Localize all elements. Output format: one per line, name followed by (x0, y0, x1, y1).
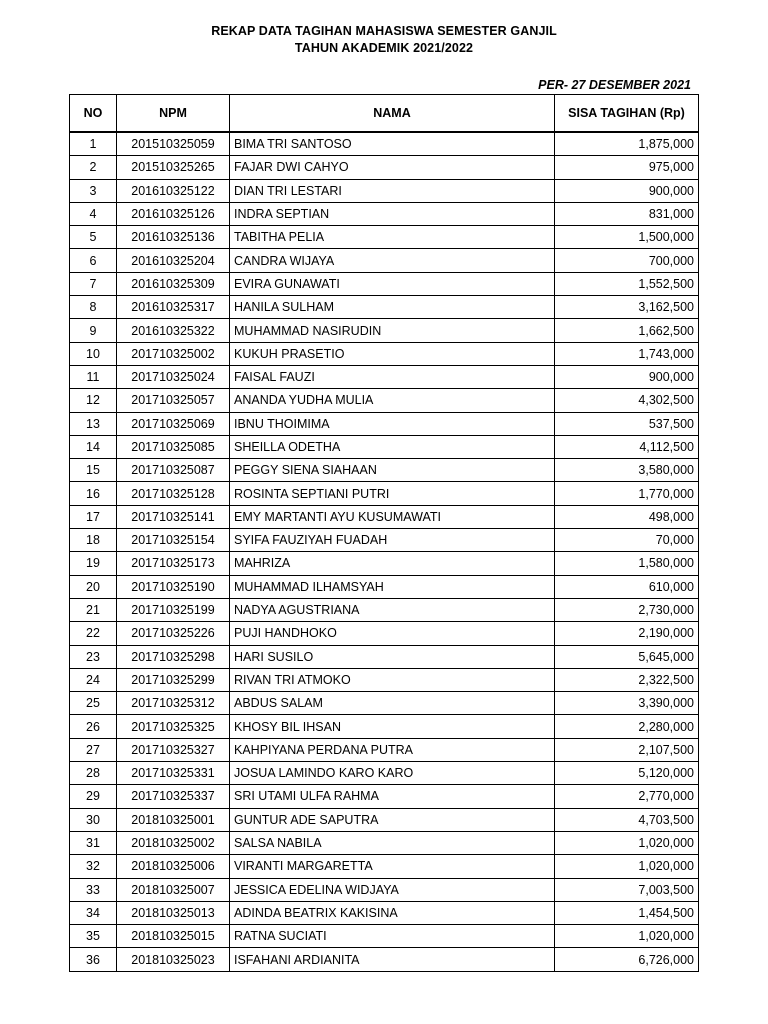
cell-npm: 201710325331 (117, 762, 230, 785)
cell-nama: KAHPIYANA PERDANA PUTRA (230, 738, 555, 761)
cell-no: 34 (70, 901, 117, 924)
cell-no: 28 (70, 762, 117, 785)
table-row (70, 692, 699, 715)
table-row (70, 272, 699, 295)
header-sisa-tagihan: SISA TAGIHAN (Rp) (555, 95, 699, 133)
cell-npm: 201610325122 (117, 179, 230, 202)
cell-sisa-tagihan: 831,000 (555, 202, 699, 225)
cell-no: 4 (70, 202, 117, 225)
table-row (70, 365, 699, 388)
cell-sisa-tagihan: 1,020,000 (555, 855, 699, 878)
cell-npm: 201610325309 (117, 272, 230, 295)
header-npm: NPM (117, 95, 230, 133)
cell-npm: 201810325006 (117, 855, 230, 878)
cell-nama: NADYA AGUSTRIANA (230, 598, 555, 621)
cell-nama: SRI UTAMI ULFA RAHMA (230, 785, 555, 808)
table-body (70, 132, 699, 971)
cell-nama: MUHAMMAD NASIRUDIN (230, 319, 555, 342)
table-row (70, 808, 699, 831)
cell-nama: SHEILLA ODETHA (230, 435, 555, 458)
cell-nama: CANDRA WIJAYA (230, 249, 555, 272)
table-row (70, 202, 699, 225)
table-row (70, 296, 699, 319)
cell-sisa-tagihan: 1,552,500 (555, 272, 699, 295)
table-row (70, 785, 699, 808)
cell-sisa-tagihan: 1,020,000 (555, 831, 699, 854)
cell-sisa-tagihan: 2,322,500 (555, 668, 699, 691)
table-row (70, 668, 699, 691)
table-row (70, 435, 699, 458)
cell-npm: 201710325199 (117, 598, 230, 621)
header-nama: NAMA (230, 95, 555, 133)
cell-no: 36 (70, 948, 117, 971)
cell-no: 11 (70, 365, 117, 388)
academic-year-title: TAHUN AKADEMIK 2021/2022 (294, 41, 474, 55)
cell-no: 23 (70, 645, 117, 668)
cell-sisa-tagihan: 1,770,000 (555, 482, 699, 505)
cell-npm: 201810325007 (117, 878, 230, 901)
cell-nama: ISFAHANI ARDIANITA (230, 948, 555, 971)
table-row (70, 482, 699, 505)
table-row (70, 342, 699, 365)
cell-npm: 201710325087 (117, 459, 230, 482)
cell-no: 27 (70, 738, 117, 761)
cell-no: 29 (70, 785, 117, 808)
cell-no: 13 (70, 412, 117, 435)
cell-npm: 201710325085 (117, 435, 230, 458)
table-row (70, 529, 699, 552)
cell-no: 7 (70, 272, 117, 295)
cell-sisa-tagihan: 2,107,500 (555, 738, 699, 761)
cell-npm: 201710325057 (117, 389, 230, 412)
cell-sisa-tagihan: 1,662,500 (555, 319, 699, 342)
cell-npm: 201510325265 (117, 156, 230, 179)
table-row (70, 156, 699, 179)
table-row (70, 645, 699, 668)
cell-sisa-tagihan: 4,302,500 (555, 389, 699, 412)
cell-npm: 201710325154 (117, 529, 230, 552)
cell-npm: 201710325002 (117, 342, 230, 365)
cell-no: 5 (70, 226, 117, 249)
cell-no: 21 (70, 598, 117, 621)
cell-sisa-tagihan: 1,500,000 (555, 226, 699, 249)
cell-npm: 201710325312 (117, 692, 230, 715)
cell-npm: 201610325317 (117, 296, 230, 319)
table-row (70, 389, 699, 412)
cell-no: 2 (70, 156, 117, 179)
table-row (70, 622, 699, 645)
cell-npm: 201510325059 (117, 132, 230, 156)
table-row (70, 855, 699, 878)
cell-npm: 201810325013 (117, 901, 230, 924)
cell-npm: 201710325327 (117, 738, 230, 761)
cell-sisa-tagihan: 700,000 (555, 249, 699, 272)
cell-no: 22 (70, 622, 117, 645)
cell-npm: 201710325141 (117, 505, 230, 528)
cell-sisa-tagihan: 4,112,500 (555, 435, 699, 458)
table-row (70, 948, 699, 971)
cell-nama: VIRANTI MARGARETTA (230, 855, 555, 878)
cell-nama: RIVAN TRI ATMOKO (230, 668, 555, 691)
billing-table (69, 94, 699, 972)
cell-sisa-tagihan: 70,000 (555, 529, 699, 552)
cell-no: 3 (70, 179, 117, 202)
table-header-row (70, 95, 699, 133)
cell-nama: TABITHA PELIA (230, 226, 555, 249)
cell-sisa-tagihan: 2,190,000 (555, 622, 699, 645)
cell-npm: 201710325190 (117, 575, 230, 598)
cell-npm: 201610325204 (117, 249, 230, 272)
cell-nama: KUKUH PRASETIO (230, 342, 555, 365)
cell-no: 30 (70, 808, 117, 831)
cell-sisa-tagihan: 975,000 (555, 156, 699, 179)
cell-nama: HANILA SULHAM (230, 296, 555, 319)
cell-sisa-tagihan: 1,875,000 (555, 132, 699, 156)
cell-nama: SALSA NABILA (230, 831, 555, 854)
cell-no: 14 (70, 435, 117, 458)
table-row (70, 552, 699, 575)
cell-nama: JESSICA EDELINA WIDJAYA (230, 878, 555, 901)
cell-sisa-tagihan: 5,645,000 (555, 645, 699, 668)
table-row (70, 831, 699, 854)
cell-npm: 201610325322 (117, 319, 230, 342)
cell-sisa-tagihan: 1,454,500 (555, 901, 699, 924)
cell-no: 8 (70, 296, 117, 319)
table-row (70, 505, 699, 528)
table-row (70, 226, 699, 249)
cell-npm: 201710325298 (117, 645, 230, 668)
cell-npm: 201810325015 (117, 925, 230, 948)
cell-nama: MAHRIZA (230, 552, 555, 575)
cell-nama: ANANDA YUDHA MULIA (230, 389, 555, 412)
cell-no: 25 (70, 692, 117, 715)
cell-no: 31 (70, 831, 117, 854)
cell-no: 9 (70, 319, 117, 342)
cell-sisa-tagihan: 537,500 (555, 412, 699, 435)
table-row (70, 249, 699, 272)
cell-nama: EMY MARTANTI AYU KUSUMAWATI (230, 505, 555, 528)
table-row (70, 901, 699, 924)
cell-sisa-tagihan: 900,000 (555, 179, 699, 202)
cell-sisa-tagihan: 1,580,000 (555, 552, 699, 575)
cell-nama: FAJAR DWI CAHYO (230, 156, 555, 179)
cell-no: 17 (70, 505, 117, 528)
cell-sisa-tagihan: 2,730,000 (555, 598, 699, 621)
cell-sisa-tagihan: 5,120,000 (555, 762, 699, 785)
cell-npm: 201710325325 (117, 715, 230, 738)
cell-npm: 201810325001 (117, 808, 230, 831)
cell-sisa-tagihan: 6,726,000 (555, 948, 699, 971)
cell-nama: RATNA SUCIATI (230, 925, 555, 948)
cell-nama: ABDUS SALAM (230, 692, 555, 715)
cell-nama: MUHAMMAD ILHAMSYAH (230, 575, 555, 598)
cell-nama: ROSINTA SEPTIANI PUTRI (230, 482, 555, 505)
cell-sisa-tagihan: 3,162,500 (555, 296, 699, 319)
cell-sisa-tagihan: 1,743,000 (555, 342, 699, 365)
cell-no: 6 (70, 249, 117, 272)
cell-nama: ADINDA BEATRIX KAKISINA (230, 901, 555, 924)
table-row (70, 715, 699, 738)
cell-no: 18 (70, 529, 117, 552)
cell-npm: 201710325069 (117, 412, 230, 435)
cell-nama: INDRA SEPTIAN (230, 202, 555, 225)
cell-nama: PUJI HANDHOKO (230, 622, 555, 645)
cell-sisa-tagihan: 7,003,500 (555, 878, 699, 901)
cell-sisa-tagihan: 3,580,000 (555, 459, 699, 482)
cell-no: 10 (70, 342, 117, 365)
cell-npm: 201710325128 (117, 482, 230, 505)
table-row (70, 319, 699, 342)
cell-no: 32 (70, 855, 117, 878)
table-row (70, 878, 699, 901)
table-row (70, 925, 699, 948)
cell-sisa-tagihan: 3,390,000 (555, 692, 699, 715)
cell-npm: 201710325173 (117, 552, 230, 575)
cell-no: 16 (70, 482, 117, 505)
cell-npm: 201710325299 (117, 668, 230, 691)
cell-nama: JOSUA LAMINDO KARO KARO (230, 762, 555, 785)
cell-npm: 201610325126 (117, 202, 230, 225)
cell-no: 15 (70, 459, 117, 482)
cell-no: 12 (70, 389, 117, 412)
cell-nama: KHOSY BIL IHSAN (230, 715, 555, 738)
cell-npm: 201810325002 (117, 831, 230, 854)
cell-npm: 201710325226 (117, 622, 230, 645)
cell-sisa-tagihan: 900,000 (555, 365, 699, 388)
table-row (70, 132, 699, 156)
table-row (70, 179, 699, 202)
cell-no: 20 (70, 575, 117, 598)
cell-nama: PEGGY SIENA SIAHAAN (230, 459, 555, 482)
table-row (70, 412, 699, 435)
cell-nama: IBNU THOIMIMA (230, 412, 555, 435)
cell-sisa-tagihan: 498,000 (555, 505, 699, 528)
cell-sisa-tagihan: 2,280,000 (555, 715, 699, 738)
cell-no: 35 (70, 925, 117, 948)
cell-nama: BIMA TRI SANTOSO (230, 132, 555, 156)
cell-nama: FAISAL FAUZI (230, 365, 555, 388)
cell-nama: EVIRA GUNAWATI (230, 272, 555, 295)
cell-sisa-tagihan: 2,770,000 (555, 785, 699, 808)
cell-nama: SYIFA FAUZIYAH FUADAH (230, 529, 555, 552)
header-no: NO (70, 95, 117, 133)
cell-nama: HARI SUSILO (230, 645, 555, 668)
cell-nama: DIAN TRI LESTARI (230, 179, 555, 202)
table-row (70, 762, 699, 785)
table-row (70, 738, 699, 761)
document-title: REKAP DATA TAGIHAN MAHASISWA SEMESTER GANJIL (211, 24, 557, 38)
cell-npm: 201710325024 (117, 365, 230, 388)
table-row (70, 459, 699, 482)
table-row (70, 598, 699, 621)
cell-npm: 201610325136 (117, 226, 230, 249)
cell-no: 33 (70, 878, 117, 901)
cell-npm: 201710325337 (117, 785, 230, 808)
cell-sisa-tagihan: 1,020,000 (555, 925, 699, 948)
cell-npm: 201810325023 (117, 948, 230, 971)
cell-nama: GUNTUR ADE SAPUTRA (230, 808, 555, 831)
cell-sisa-tagihan: 610,000 (555, 575, 699, 598)
cell-no: 24 (70, 668, 117, 691)
cell-no: 19 (70, 552, 117, 575)
table-row (70, 575, 699, 598)
cell-no: 26 (70, 715, 117, 738)
report-date: PER- 27 DESEMBER 2021 (538, 78, 691, 92)
cell-no: 1 (70, 132, 117, 156)
cell-sisa-tagihan: 4,703,500 (555, 808, 699, 831)
